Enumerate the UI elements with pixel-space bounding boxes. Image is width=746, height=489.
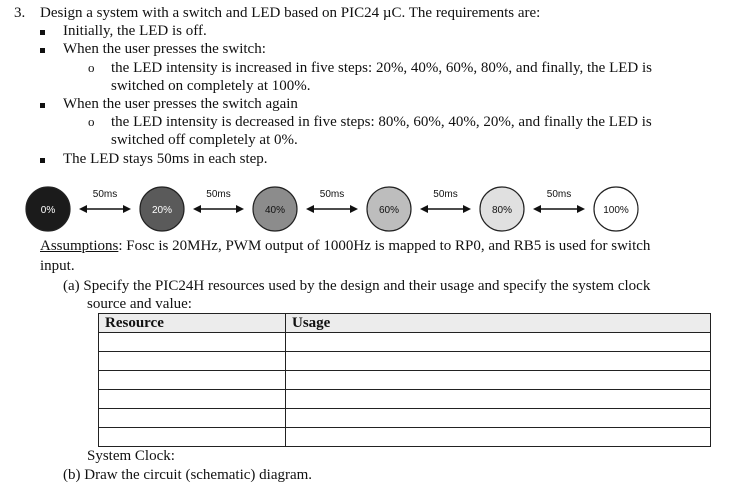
- led-state-label: 40%: [264, 205, 286, 216]
- bullet-circle-icon: o: [88, 60, 95, 75]
- led-intensity-diagram: [0, 180, 746, 232]
- transition-label: 50ms: [546, 189, 572, 200]
- usage-cell[interactable]: [286, 409, 711, 428]
- bullet-press-switch: When the user presses the switch:: [63, 41, 266, 57]
- table-row: [99, 428, 711, 447]
- usage-cell[interactable]: [286, 390, 711, 409]
- bullet-square-icon: [40, 48, 45, 53]
- led-state-label: 20%: [151, 205, 173, 216]
- table-row: [99, 390, 711, 409]
- resource-cell[interactable]: [99, 371, 286, 390]
- bullet-circle-icon: o: [88, 114, 95, 129]
- resource-cell[interactable]: [99, 333, 286, 352]
- usage-cell[interactable]: [286, 371, 711, 390]
- bullet-square-icon: [40, 158, 45, 163]
- sub-bullet-decrease-line2: switched off completely at 0%.: [111, 132, 298, 148]
- transition-label: 50ms: [92, 189, 118, 200]
- header-resource: Resource: [99, 314, 286, 333]
- sub-bullet-decrease-line1: the LED intensity is decreased in five steps: 80%, 60%, 40%, 20%, and finally the LED is: [111, 114, 652, 130]
- resource-cell[interactable]: [99, 390, 286, 409]
- table-row: [99, 371, 711, 390]
- bullet-step-duration: The LED stays 50ms in each step.: [63, 151, 268, 167]
- table-row: [99, 333, 711, 352]
- resource-cell[interactable]: [99, 428, 286, 447]
- part-a-line1: (a) Specify the PIC24H resources used by the design and their usage and specify the system clock: [63, 278, 651, 294]
- led-state-label: 80%: [491, 205, 513, 216]
- table-row: [99, 409, 711, 428]
- transition-label: 50ms: [206, 189, 231, 200]
- led-state-label: 100%: [603, 205, 629, 216]
- transition-label: 50ms: [319, 189, 345, 200]
- assumptions-label: Assumptions: [40, 238, 119, 254]
- led-state-label: 0%: [40, 205, 56, 216]
- assumptions-line1: [40, 237, 650, 255]
- resource-cell[interactable]: [99, 409, 286, 428]
- assumptions-line2: input.: [40, 258, 75, 274]
- bullet-press-again: When the user presses the switch again: [63, 96, 298, 112]
- header-usage: Usage: [286, 314, 711, 333]
- part-b-line1: (b) Draw the circuit (schematic) diagram.: [63, 467, 313, 483]
- system-clock-label: System Clock:: [87, 448, 175, 464]
- led-state-label: 60%: [378, 205, 400, 216]
- usage-cell[interactable]: [286, 352, 711, 371]
- transition-label: 50ms: [433, 189, 458, 200]
- sub-bullet-increase-line1: the LED intensity is increased in five steps: 20%, 40%, 60%, 80%, and finally, the LED is: [111, 60, 652, 76]
- bullet-square-icon: [40, 103, 45, 108]
- bullet-initial-state: Initially, the LED is off.: [63, 23, 207, 39]
- usage-cell[interactable]: [286, 333, 711, 352]
- table-header-row: [99, 314, 711, 333]
- part-a-line2: source and value:: [87, 296, 192, 312]
- table-row: [99, 352, 711, 371]
- resource-cell[interactable]: [99, 352, 286, 371]
- question-number: 3.: [14, 5, 26, 21]
- assumptions-text: : Fosc is 20MHz, PWM output of 1000Hz is mapped to RP0, and RB5 is used for switch: [118, 238, 651, 254]
- usage-cell[interactable]: [286, 428, 711, 447]
- sub-bullet-increase-line2: switched on completely at 100%.: [111, 78, 311, 94]
- resource-table: [98, 313, 711, 447]
- bullet-square-icon: [40, 30, 45, 35]
- question-intro: Design a system with a switch and LED based on PIC24 µC. The requirements are:: [40, 5, 541, 21]
